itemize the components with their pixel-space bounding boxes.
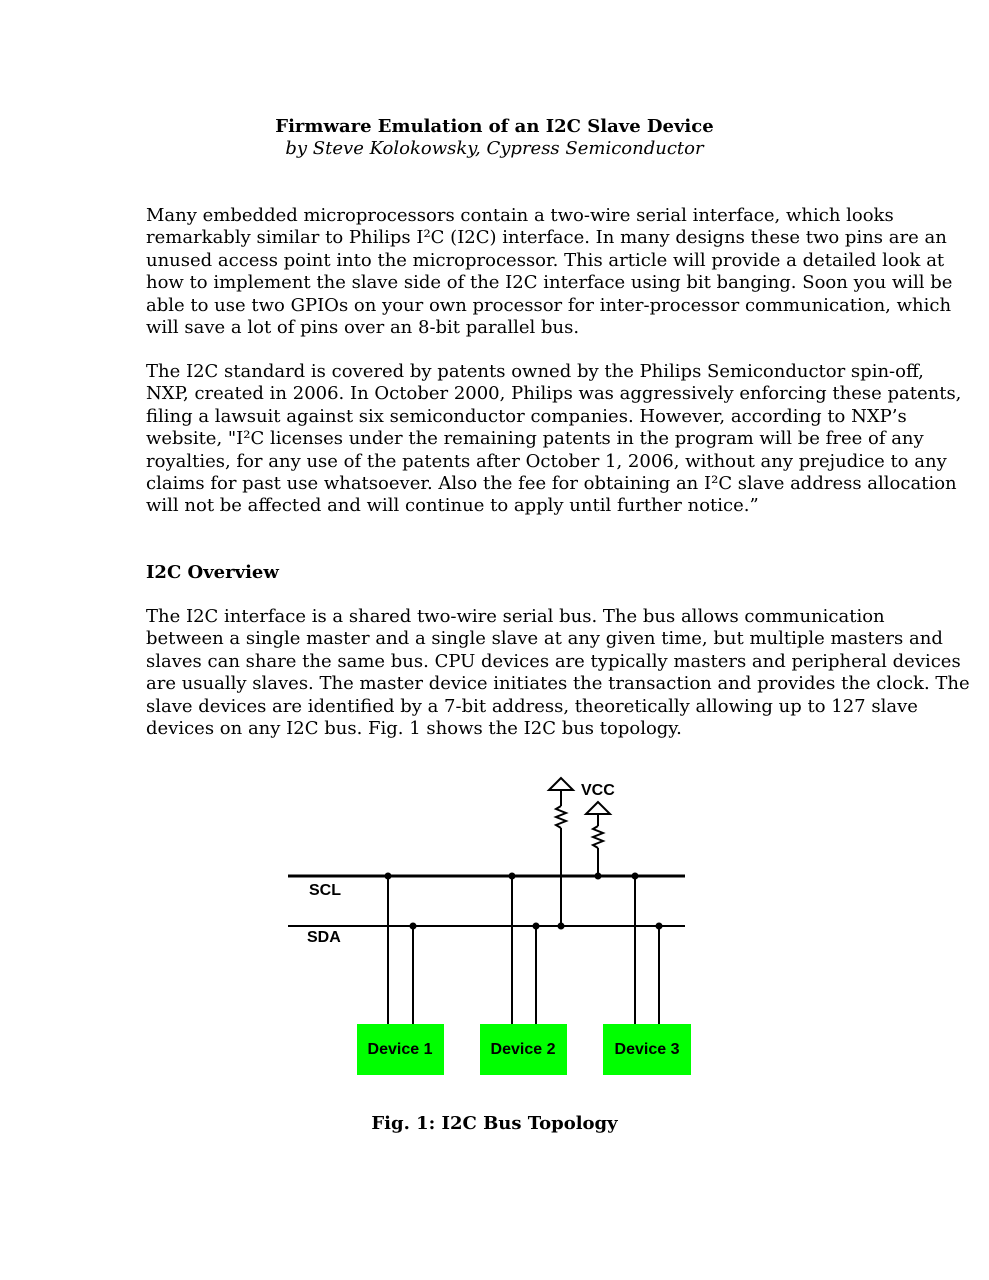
text-line: how to implement the slave side of the I2C interface using bit banging. Soon you will be [146, 272, 953, 294]
vcc-arrow-icon [549, 778, 573, 790]
scl-pullup-resistor [586, 802, 610, 876]
text-line: royalties, for any use of the patents after October 1, 2006, without any prejudice to any [146, 450, 947, 472]
text-line: will not be affected and will continue to apply until further notice.” [146, 495, 759, 517]
resistor-icon [556, 806, 566, 828]
text-line: slaves can share the same bus. CPU devices are typically masters and peripheral devices [146, 650, 961, 672]
document-title: Firmware Emulation of an I2C Slave Device [275, 116, 714, 137]
text-line: NXP, created in 2006. In October 2000, Philips was aggressively enforcing these patents, [146, 383, 962, 405]
device-3-label: Device 3 [614, 1041, 680, 1058]
document-byline: by Steve Kolokowsky, Cypress Semiconductor [285, 138, 704, 159]
text-line: between a single master and a single slave at any given time, but multiple masters and [146, 628, 943, 650]
text-line: The I2C interface is a shared two-wire serial bus. The bus allows communication [146, 606, 885, 627]
vcc-label: VCC [581, 782, 615, 799]
sda-label: SDA [307, 929, 341, 946]
text-line: remarkably similar to Philips I²C (I2C) interface. In many designs these two pins are an [146, 227, 947, 249]
text-line: devices on any I2C bus. Fig. 1 shows the I2C bus topology. [146, 718, 682, 740]
vcc-arrow-icon [586, 802, 610, 814]
section-heading: I2C Overview [146, 562, 279, 583]
text-line: slave devices are identified by a 7-bit address, theoretically allowing up to 127 slave [146, 695, 918, 717]
text-line: The I2C standard is covered by patents owned by the Philips Semiconductor spin-off, [146, 361, 924, 382]
text-line: able to use two GPIOs on your own processor for inter-processor communication, which [146, 294, 952, 316]
text-line: website, "I²C licenses under the remaining patents in the program will be free of any [146, 428, 924, 450]
text-line: Many embedded microprocessors contain a two-wire serial interface, which looks [146, 205, 894, 226]
junction-dots [385, 873, 663, 930]
text-line: unused access point into the microprocessor. This article will provide a detailed look at [146, 249, 945, 271]
resistor-icon [593, 826, 603, 848]
scl-label: SCL [309, 882, 341, 899]
device-2-label: Device 2 [490, 1041, 556, 1058]
text-line: will save a lot of pins over an 8-bit parallel bus. [146, 317, 580, 339]
text-line: filing a lawsuit against six semiconductor companies. However, according to NXP’s [146, 405, 907, 427]
device-1-label: Device 1 [367, 1041, 433, 1058]
text-line: are usually slaves. The master device initiates the transaction and provides the clock. The [146, 673, 970, 695]
text-line: claims for past use whatsoever. Also the fee for obtaining an I²C slave address allocation [146, 473, 957, 495]
figure-caption: Fig. 1: I2C Bus Topology [371, 1113, 618, 1134]
sda-pullup-resistor [549, 778, 573, 926]
